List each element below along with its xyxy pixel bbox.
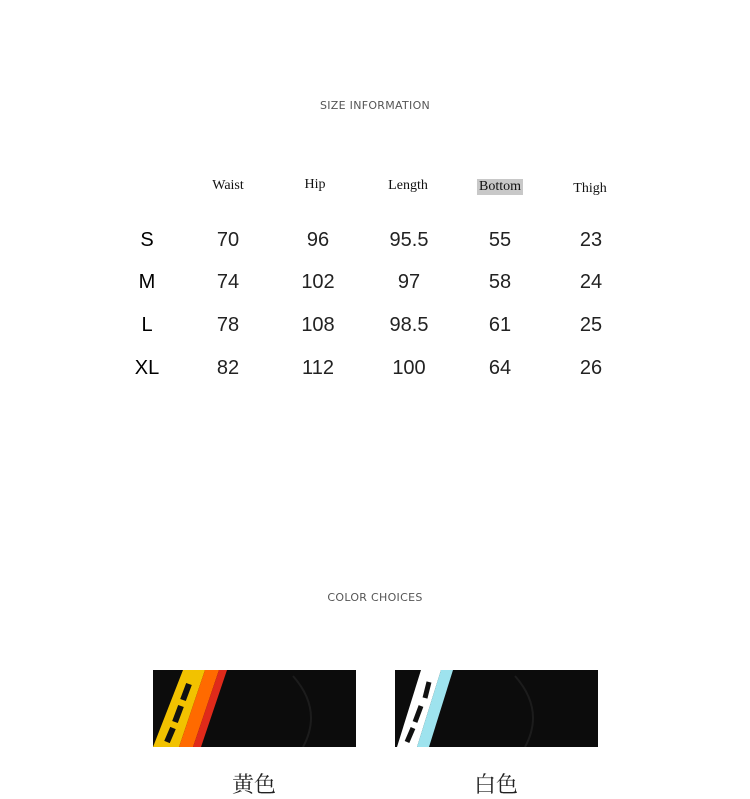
table-cell: 55	[488, 229, 512, 251]
color-swatch-yellow[interactable]	[153, 670, 356, 747]
color-choices-title: COLOR CHOICES	[327, 591, 423, 604]
table-cell: 64	[488, 357, 512, 379]
swatch-caption-yellow: 黄色	[231, 773, 277, 798]
color-swatch-white[interactable]	[395, 670, 598, 747]
table-cell: 97	[397, 271, 421, 293]
table-cell: 82	[216, 357, 240, 379]
table-cell: 23	[579, 229, 603, 251]
table-cell: 108	[301, 314, 335, 336]
yellow-pants-image	[153, 670, 356, 747]
header-length: Length	[388, 178, 428, 193]
table-cell: 74	[216, 271, 240, 293]
white-pants-image	[395, 670, 598, 747]
swatch-caption-white: 白色	[473, 773, 519, 798]
table-cell: 78	[216, 314, 240, 336]
table-cell: 26	[579, 357, 603, 379]
table-cell: 96	[306, 229, 330, 251]
table-cell: 24	[579, 271, 603, 293]
table-cell: 70	[216, 229, 240, 251]
table-cell: 98.5	[389, 314, 429, 336]
size-label-l: L	[141, 314, 153, 336]
size-label-xl: XL	[134, 357, 160, 379]
size-information-title: SIZE INFORMATION	[319, 99, 431, 112]
header-thigh: Thigh	[573, 181, 607, 196]
size-label-m: M	[138, 271, 156, 293]
table-cell: 61	[488, 314, 512, 336]
table-cell: 100	[392, 357, 426, 379]
header-hip: Hip	[304, 177, 326, 192]
size-label-s: S	[140, 229, 154, 251]
table-cell: 25	[579, 314, 603, 336]
header-waist: Waist	[212, 178, 244, 193]
table-cell: 58	[488, 271, 512, 293]
table-cell: 95.5	[389, 229, 429, 251]
table-cell: 112	[302, 357, 334, 379]
header-bottom: Bottom	[478, 179, 522, 194]
table-cell: 102	[301, 271, 335, 293]
